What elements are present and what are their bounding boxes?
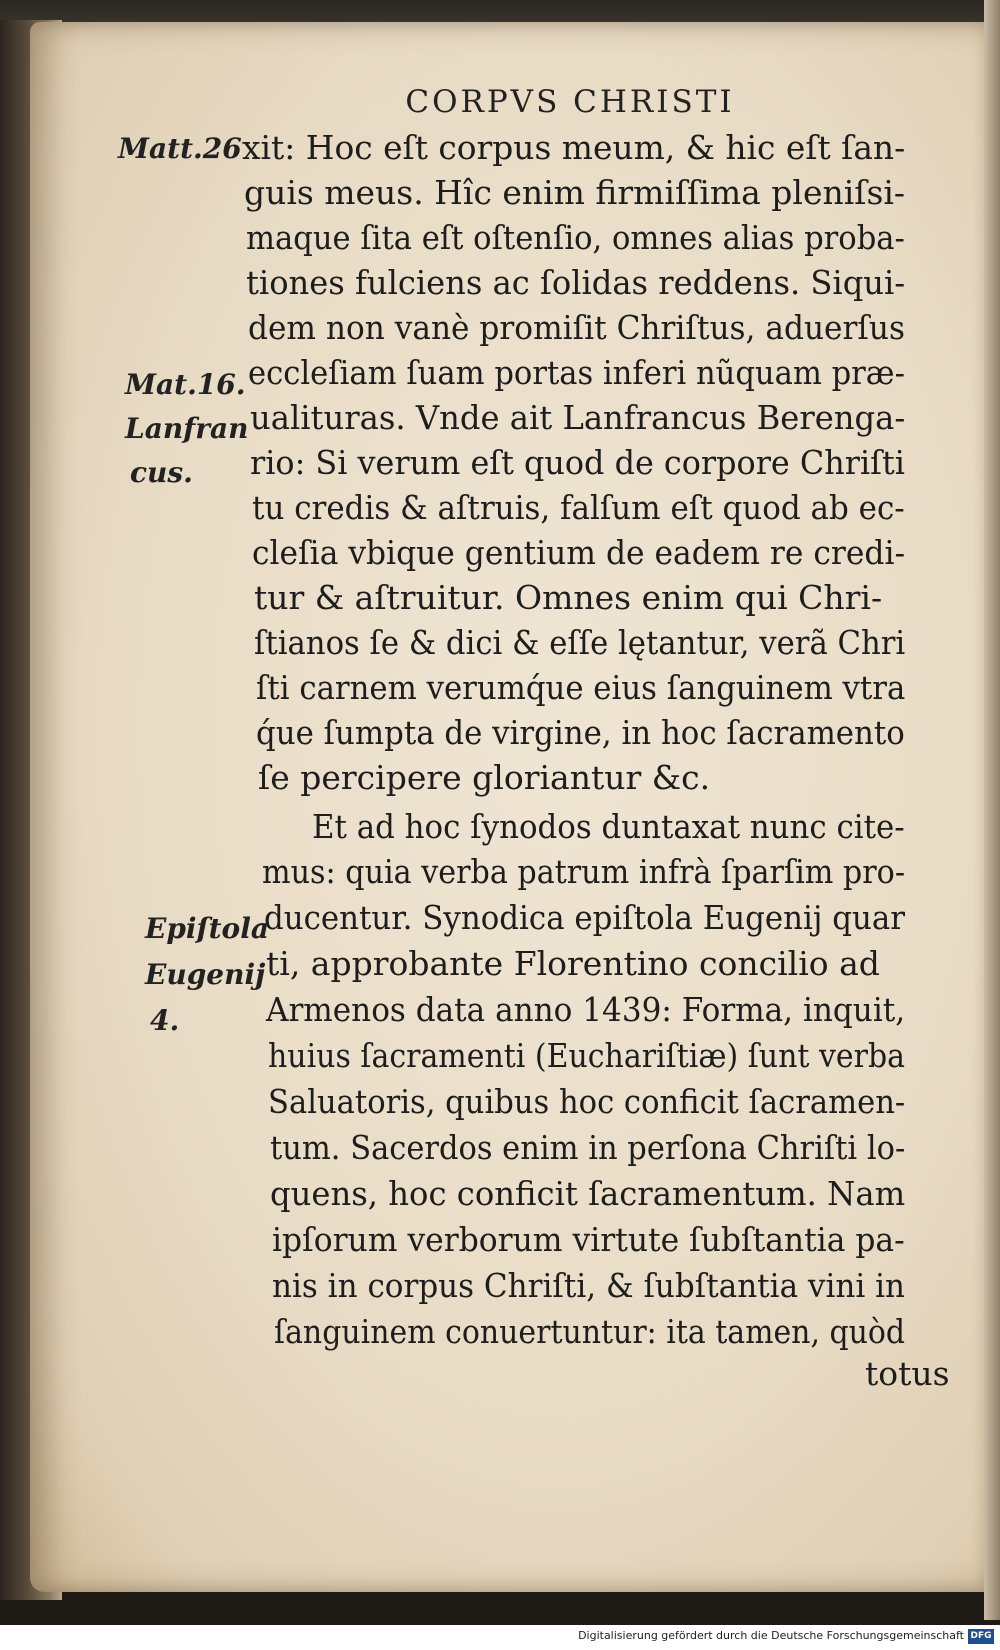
text-line-content: tum. Sacerdos enim in perſona Chriſti lo-: [270, 1128, 906, 1167]
text-line-content: Armenos data anno 1439: Forma, inquit,: [266, 990, 906, 1029]
text-line: [0, 805, 1000, 849]
text-line: [0, 942, 1000, 986]
text-line-content: ti, approbante Florentino concilio ad: [266, 944, 880, 983]
text-line: [0, 171, 1000, 215]
text-line: [0, 666, 1000, 710]
text-line: [0, 306, 1000, 350]
text-line: [0, 216, 1000, 260]
text-line-content: ſanguinem conuertuntur: ita tamen, quòd: [274, 1312, 906, 1351]
text-line-content: nis in corpus Chriſti, & ſubſtantia vini in: [272, 1266, 906, 1305]
text-line: [0, 896, 1000, 940]
text-line-content: tu credis & aſtruis, falſum eſt quod ab ec-: [252, 488, 905, 527]
text-line: [0, 1172, 1000, 1216]
margin-note-mat16: Mat.16.: [125, 368, 246, 401]
text-line-content: mus: quia verba patrum infrà ſparſim pro-: [262, 852, 906, 891]
text-line-content: ſti carnem verumq́ue eius ſanguinem vtra: [256, 668, 906, 707]
text-line-content: cleſia vbique gentium de eadem re credi-: [252, 533, 906, 572]
text-line: [0, 351, 1000, 395]
margin-note-four: 4.: [150, 1004, 180, 1037]
text-line: [0, 756, 1000, 800]
text-line-content: maque ſita eſt oſtenſio, omnes alias proba-: [246, 218, 905, 257]
text-line: [0, 486, 1000, 530]
dfg-logo-icon: DFG: [968, 1629, 994, 1644]
text-line: [0, 1034, 1000, 1078]
text-line-content: ſtianos ſe & dici & eſſe lętantur, verã Chri: [254, 623, 906, 662]
text-line-content: eccleſiam ſuam portas inferi nũquam præ-: [248, 353, 905, 392]
text-line-content: Saluatoris, quibus hoc conficit ſacramen-: [268, 1082, 906, 1121]
text-line: [0, 531, 1000, 575]
running-head: CORPVS CHRISTI: [405, 84, 735, 120]
text-line: [0, 396, 1000, 440]
text-line-content: xit: Hoc eſt corpus meum, & hic eſt ſan-: [242, 128, 906, 167]
text-line-content: dem non vanè promiſit Chriſtus, aduerſus: [248, 308, 906, 347]
text-line-content: ipſorum verborum virtute ſubſtantia pa-: [272, 1220, 905, 1259]
text-line-content: huius ſacramenti (Euchariſtiæ) ſunt verba: [268, 1036, 905, 1075]
text-line-content: ualituras. Vnde ait Lanfrancus Berenga-: [250, 398, 906, 437]
text-line-content: tur & aſtruitur. Omnes enim qui Chri-: [254, 578, 883, 617]
margin-note-lanfran: Lanfran: [125, 412, 249, 445]
text-line: [0, 711, 1000, 755]
text-line-content: rio: Si verum eſt quod de corpore Chriſti: [250, 443, 905, 482]
catchword: totus: [865, 1354, 950, 1393]
text-line: [0, 441, 1000, 485]
text-line-content: quens, hoc conficit ſacramentum. Nam: [270, 1174, 906, 1213]
text-line-content: tiones fulciens ac ſolidas reddens. Siqui-: [246, 263, 906, 302]
text-line-content: ſe percipere gloriantur &c.: [258, 758, 711, 797]
text-line: [0, 261, 1000, 305]
footer-bar: [0, 1625, 1000, 1650]
margin-note-epistola: Epiſtola: [145, 912, 269, 945]
text-line: [0, 621, 1000, 665]
margin-note-cus: cus.: [130, 456, 193, 489]
text-line: [0, 1080, 1000, 1124]
text-line: [0, 1126, 1000, 1170]
text-line: [0, 576, 1000, 620]
text-line-content: guis meus. Hîc enim firmiſſima pleniſsi-: [244, 173, 906, 212]
text-line: [0, 126, 1000, 170]
text-line-content: Et ad hoc ſynodos duntaxat nunc cite-: [312, 807, 905, 846]
text-line-content: ducentur. Synodica epiſtola Eugenij quar: [264, 898, 906, 937]
margin-note-matt26: Matt.26: [118, 132, 242, 165]
text-line: [0, 1218, 1000, 1262]
text-line: [0, 850, 1000, 894]
funding-notice: Digitalisierung gefördert durch die Deutsche Forschungsgemeinschaft: [578, 1629, 964, 1642]
text-line: [0, 988, 1000, 1032]
margin-note-eugenij: Eugenij: [145, 958, 266, 991]
text-line: [0, 1264, 1000, 1308]
text-line: [0, 1310, 1000, 1354]
text-line-content: q́ue ſumpta de virgine, in hoc ſacramento: [256, 713, 905, 752]
